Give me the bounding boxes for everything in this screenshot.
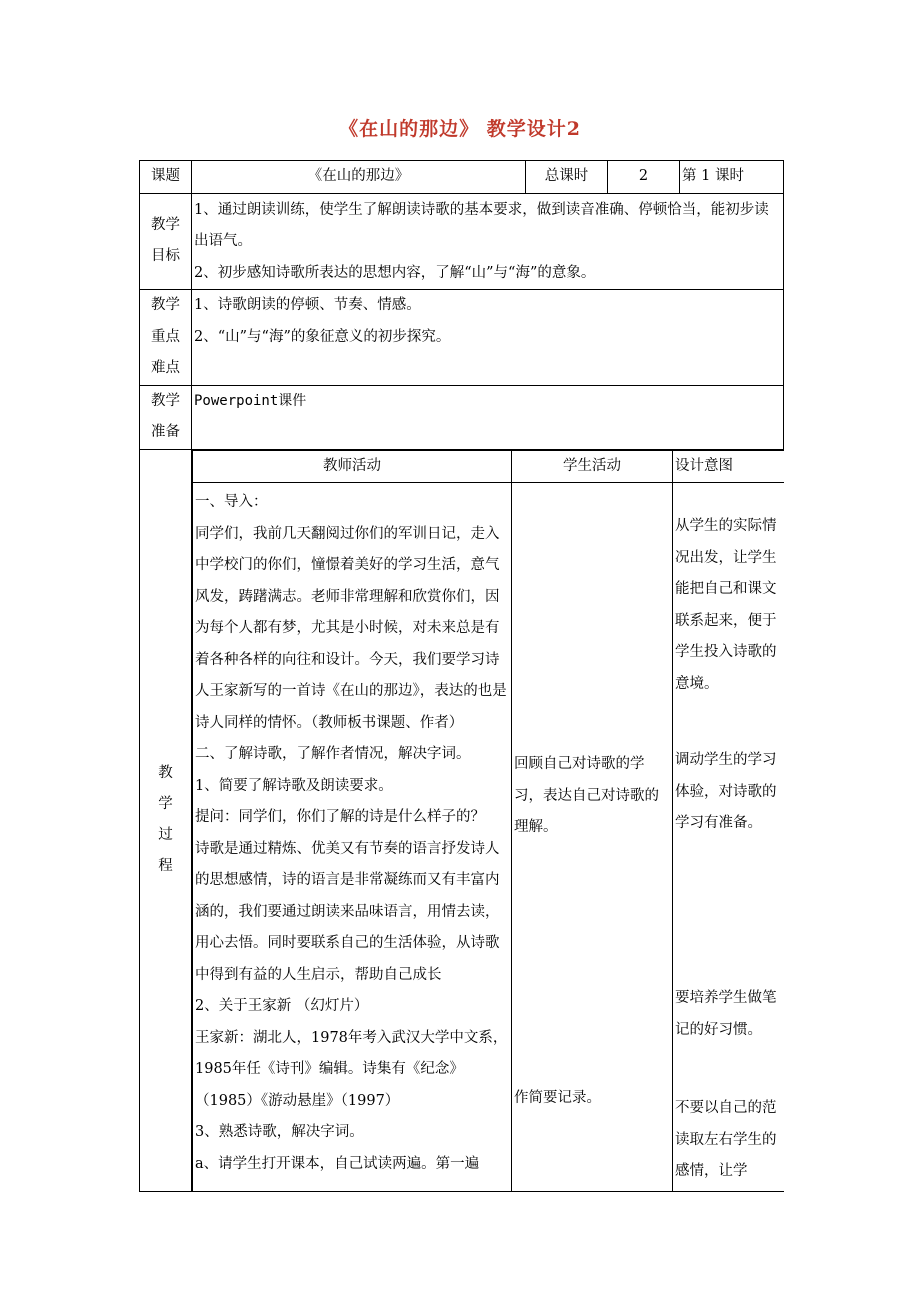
topic-value: 《在山的那边》 bbox=[192, 161, 526, 194]
keypoints-row bbox=[140, 290, 784, 386]
hours-value: 2 bbox=[608, 161, 680, 194]
process-content bbox=[192, 449, 784, 1192]
intent-note-1: 从学生的实际情况出发，让学生能把自己和课文联系起来，便于学生投入诗歌的意境。 bbox=[675, 518, 777, 692]
process-label-2: 学 bbox=[158, 796, 173, 813]
prep-content: Powerpoint课件 bbox=[192, 385, 784, 449]
process-inner-table bbox=[192, 450, 784, 1192]
col-student-header: 学生活动 bbox=[512, 450, 673, 483]
prep-label bbox=[140, 385, 192, 449]
process-label bbox=[140, 449, 192, 1192]
teacher-line-5: 提问：同学们，你们了解的诗是什么样子的？ bbox=[195, 809, 485, 825]
lesson-plan-table bbox=[139, 160, 784, 1192]
topic-label: 课题 bbox=[140, 161, 192, 194]
col-teacher-header: 教师活动 bbox=[193, 450, 512, 483]
process-body-row bbox=[193, 483, 784, 1192]
header-row bbox=[140, 161, 784, 194]
student-note-1: 回顾自己对诗歌的学习，表达自己对诗歌的理解。 bbox=[514, 756, 659, 835]
teacher-line-3: 二、了解诗歌，了解作者情况，解决字词。 bbox=[195, 746, 471, 762]
intent-note-4: 不要以自己的范读取左右学生的感情，让学 bbox=[675, 1100, 777, 1179]
hours-label: 总课时 bbox=[526, 161, 608, 194]
teacher-line-10: a、请学生打开课本，自己试读两遍。第一遍 bbox=[195, 1155, 480, 1172]
student-activity bbox=[512, 483, 673, 1192]
goals-label-2: 目标 bbox=[151, 248, 180, 264]
intent-note-3: 要培养学生做笔记的好习惯。 bbox=[675, 990, 777, 1038]
intent-note-2: 调动学生的学习体验，对诗歌的学习有准备。 bbox=[675, 752, 777, 831]
teacher-line-8: 王家新：湖北人，1978年考入武汉大学中文系，1985年任《诗刊》编辑。诗集有《纪念》（1985）《游动悬崖》（1997） bbox=[195, 1029, 508, 1109]
col-intent-header: 设计意图 bbox=[673, 450, 784, 483]
teacher-line-1: 一、导入： bbox=[195, 494, 268, 510]
teacher-line-9: 3、熟悉诗歌，解决字词。 bbox=[195, 1124, 364, 1140]
teacher-line-2: 同学们，我前几天翻阅过你们的军训日记，走入中学校门的你们，憧憬着美好的学习生活，意气风发，踌躇满志。老师非常理解和欣赏你们，因为每个人都有梦，尤其是小时候，对未来总是有着各种各样的向往和设计。今天，我们要学习诗人王家新写的一首诗《在山的那边》，表达的也是诗人同样的情怀。（教师板书课题、作者） bbox=[195, 525, 507, 731]
process-label-4: 程 bbox=[158, 858, 173, 875]
keypoints-label-3: 难点 bbox=[151, 360, 180, 376]
prep-label-2: 准备 bbox=[151, 424, 180, 440]
prep-row bbox=[140, 385, 784, 449]
lesson-label: 第 1 课时 bbox=[680, 161, 784, 194]
teacher-line-7: 2、关于王家新 （幻灯片） bbox=[195, 998, 369, 1014]
keypoints-label-1: 教学 bbox=[151, 297, 180, 313]
teacher-line-4: 1、简要了解诗歌及朗读要求。 bbox=[195, 777, 393, 794]
process-row bbox=[140, 449, 784, 1192]
goals-label-1: 教学 bbox=[151, 216, 180, 233]
keypoints-label bbox=[140, 290, 192, 386]
keypoints-content bbox=[192, 290, 784, 386]
page-title: 《在山的那边》 教学设计2 bbox=[339, 118, 581, 140]
prep-label-1: 教学 bbox=[151, 392, 180, 409]
student-note-2: 作简要记录。 bbox=[514, 1090, 601, 1106]
keypoint-line-2: 2、“山”与“海”的象征意义的初步探究。 bbox=[194, 328, 451, 345]
keypoint-line-1: 1、诗歌朗读的停顿、节奏、情感。 bbox=[194, 297, 421, 313]
goals-row bbox=[140, 193, 784, 290]
teacher-activity bbox=[193, 483, 512, 1192]
keypoints-label-2: 重点 bbox=[151, 328, 180, 345]
process-label-1: 教 bbox=[158, 765, 173, 782]
goals-label bbox=[140, 193, 192, 290]
process-label-3: 过 bbox=[158, 827, 173, 844]
teacher-line-6: 诗歌是通过精炼、优美又有节奏的语言抒发诗人的思想感情，诗的语言是非常凝练而又有丰富内涵的，我们要通过朗读来品味语言，用情去读，用心去悟。同时要联系自己的生活体验，从诗歌中得到有益的人生启示，帮助自己成长 bbox=[195, 840, 500, 983]
process-header-row bbox=[193, 450, 784, 483]
goal-line-2: 2、初步感知诗歌所表达的思想内容，了解“山”与“海”的意象。 bbox=[194, 264, 596, 281]
goals-content bbox=[192, 193, 784, 290]
goal-line-1: 1、通过朗读训练，使学生了解朗读诗歌的基本要求，做到读音准确、停顿恰当，能初步读出语气。 bbox=[194, 201, 769, 249]
design-intent bbox=[673, 483, 784, 1192]
